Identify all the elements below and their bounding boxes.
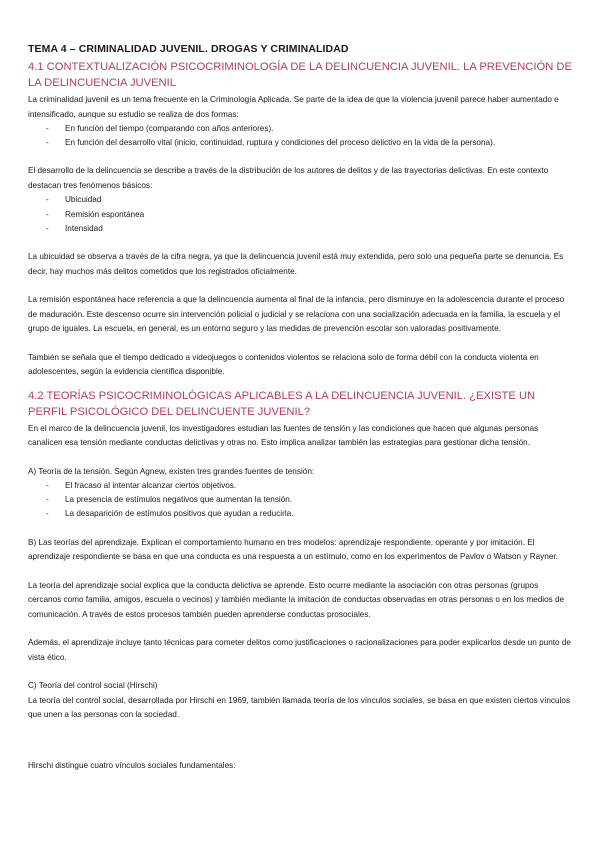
list-item: - Ubicuidad	[28, 193, 572, 207]
remission-paragraph: La remisión espontánea hace referencia a que la delincuencia aumenta al final de la infancia, pero disminuye en la adolescencia durante el proceso de maduración. Este descenso ocurre sin intervención policial o judicial y se relaciona con una socialización adecuada en la familia, la escuela y el grupo de iguales. La escuela, en general, es un entorno seguro y las medidas de prevención escolar son valoradas positivamente.	[28, 295, 565, 334]
videogames-paragraph: También se señala que el tiempo dedicado a videojuegos o contenidos violentos se relaciona solo de forma débil con la conducta violenta en adolescentes, según la evidencia científica disponible.	[28, 352, 539, 377]
strain-theory-heading: A) Teoría de la tensión. Según Agnew, existen tres grandes fuentes de tensión:	[28, 466, 315, 476]
list-item: - En función del tiempo (comparando con años anteriores).	[28, 122, 572, 136]
list-item: - Remisión espontánea	[28, 208, 572, 222]
list-item: - La desaparición de estímulos positivos que ayudan a reducirla.	[28, 507, 572, 521]
social-learning-paragraph: La teoría del aprendizaje social explica que la conducta delictiva se aprende. Esto ocurre mediante la asociación con otras personas (grupos cercanos como familia, amigos, escuela o vecinos) y también mediante la imitación de conductas observadas en otras personas o en los medios de comunicación. A través de estos procesos también pueden aprenderse conductas prosociales.	[28, 580, 565, 619]
strain-sources-list	[28, 479, 572, 522]
list-item: - El fracaso al intentar alcanzar ciertos objetivos.	[28, 479, 572, 493]
learning-theories-paragraph: B) Las teorías del aprendizaje. Explican el comportamiento humano en tres modelos: aprendizaje respondiente, operante y por imitación. El aprendizaje respondiente se basa en que una conducta es una respuesta a un estímulo, como en los experimentos de Pavlov o Watson y Rayner.	[28, 537, 558, 562]
ubiquity-paragraph: La ubicuidad se observa a través de la cifra negra, ya que la delincuencia juvenil está muy extendida, pero solo una pequeña parte se denuncia. Es decir, hay muchos más delitos cometidos que los registrados oficialmente.	[28, 252, 564, 276]
study-forms-list	[28, 122, 572, 150]
development-paragraph: El desarrollo de la delincuencia se describe a través de la distribución de los autores de delitos y de las trayectorias delictivas. En este contexto destacan tres fenómenos básicos:	[28, 166, 549, 190]
social-control-heading: C) Teoría del control social (Hirschi)	[28, 681, 158, 691]
learning-techniques-paragraph: Además, el aprendizaje incluye tanto técnicas para cometer delitos como justificaciones o racionalizaciones para poder explicarlos desde un punto de vista ético.	[28, 638, 571, 662]
document-title: TEMA 4 – CRIMINALIDAD JUVENIL. DROGAS Y CRIMINALIDAD	[28, 43, 349, 55]
hirschi-bonds-paragraph: Hirschi distingue cuatro vínculos sociales fundamentales:	[28, 760, 236, 770]
list-item: - Intensidad	[28, 222, 572, 236]
list-item: - En función del desarrollo vital (inicio, continuidad, ruptura y condiciones del proceso delictivo en la vida de la persona).	[28, 136, 572, 150]
section2-intro-paragraph: En el marco de la delincuencia juvenil, los investigadores estudian las fuentes de tensión y las condiciones que hacen que algunas personas canalicen esa tensión mediante conductas delictivas y otras no. Esto implica analizar también las estrategias para gestionar dicha tensión.	[28, 423, 539, 448]
section-heading-4-2: 4.2 TEORÍAS PSICOCRIMINOLÓGICAS APLICABLES A LA DELINCUENCIA JUVENIL. ¿EXISTE UN PERFIL PSICOLÓGICO DEL DELINCUENTE JUVENIL?	[28, 389, 536, 418]
intro-paragraph: La criminalidad juvenil es un tema frecuente en la Criminología Aplicada. Se parte de la idea de que la violencia juvenil parece haber aumentado e intensificado, aunque su estudio se realiza de dos formas:	[28, 95, 559, 119]
social-control-paragraph: La teoría del control social, desarrollada por Hirschi en 1969, también llamada teoría de los vínculos sociales, se basa en que existen ciertos vínculos que unen a las personas con la sociedad.	[28, 695, 571, 720]
list-item: - La presencia de estímulos negativos que aumentan la tensión.	[28, 493, 572, 507]
section-heading-4-1: 4.1 CONTEXTUALIZACIÓN PSICOCRIMINOLOGÍA DE LA DELINCUENCIA JUVENIL. LA PREVENCIÓN DE LA DELINCUENCIA JUVENIL	[28, 61, 572, 89]
phenomena-list	[28, 193, 572, 236]
